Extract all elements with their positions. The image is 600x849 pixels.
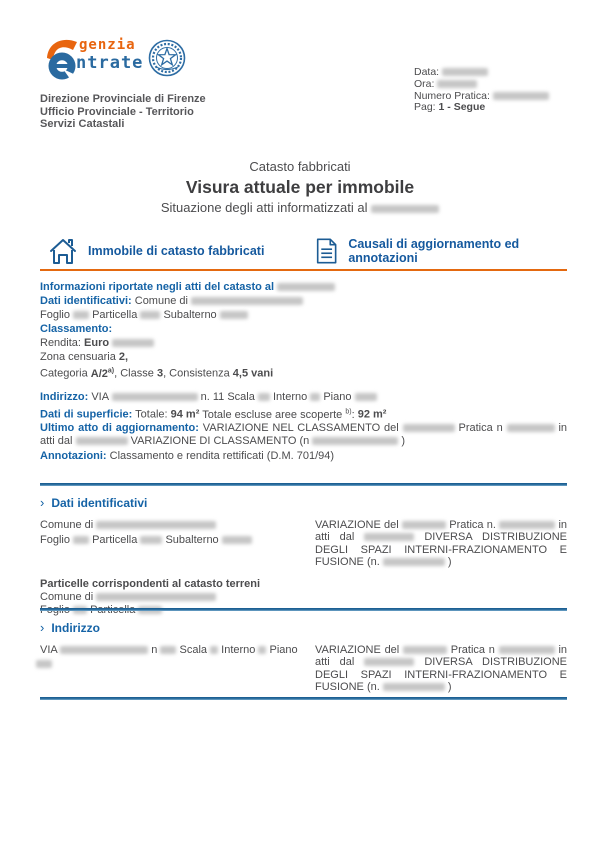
summary-block — [40, 281, 567, 464]
document-meta-block — [414, 67, 549, 114]
variazione-del: VARIAZIONE del — [315, 519, 399, 531]
escluse-superscript: b) — [345, 407, 352, 415]
via-label: VIA — [91, 391, 109, 403]
section-divider — [40, 697, 567, 700]
via-line — [40, 644, 302, 671]
redacted-value — [442, 68, 488, 76]
in-atti-dal: in atti dal — [315, 519, 568, 544]
section-tab-bar — [40, 236, 567, 270]
zona-label: Zona censuaria — [40, 350, 116, 363]
redacted-value — [258, 646, 266, 654]
tab-immobile — [48, 236, 264, 266]
redacted-value — [499, 646, 555, 654]
redacted-value — [364, 533, 414, 541]
classe-label: , Classe — [114, 368, 154, 381]
indirizzo-line — [40, 391, 567, 404]
title-subtitle-text: Situazione degli atti informatizzati al — [160, 200, 368, 215]
close-paren: ) — [447, 556, 452, 569]
redacted-value — [403, 646, 447, 654]
zona-line — [40, 351, 567, 364]
logo-word-entrate: ntrate — [76, 53, 144, 73]
redacted-value — [96, 521, 216, 529]
page-title: Visura attuale per immobile — [185, 177, 415, 197]
redacted-value — [364, 658, 414, 666]
indirizzo-label: Indirizzo: — [40, 391, 89, 403]
redacted-value — [76, 437, 128, 445]
rendita-line — [40, 337, 567, 350]
section-indirizzo — [40, 608, 567, 694]
annotazioni-text: Classamento e rendita rettificati (D.M. 701/94) — [109, 450, 335, 463]
pratica-n: Pratica n. — [449, 519, 496, 531]
redacted-value — [96, 593, 216, 601]
superficie-label: Dati di superficie: — [40, 408, 133, 421]
subalterno-label: Subalterno — [163, 308, 217, 321]
comune-line — [40, 519, 302, 533]
orange-divider — [40, 269, 567, 271]
redacted-value — [507, 424, 555, 432]
comune-label: Comune di — [40, 519, 94, 531]
comune-label: Comune di — [40, 590, 94, 603]
variazione-del: VARIAZIONE del — [315, 644, 400, 656]
ultimo-atto-text: VARIAZIONE NEL CLASSAMENTO del — [202, 422, 399, 435]
ultimo-atto-label: Ultimo atto di aggiornamento: — [40, 422, 199, 435]
n-label: n — [151, 644, 158, 656]
dati-identificativi-line — [40, 295, 567, 308]
classe-value: 3 — [156, 368, 164, 381]
foglio-line — [40, 534, 302, 548]
redacted-value — [191, 297, 303, 305]
data-label: Data: — [414, 66, 440, 78]
section-title-dati — [40, 495, 567, 510]
totale-label: Totale: — [135, 408, 168, 421]
pratica-label: Pratica n — [458, 422, 503, 435]
rendita-label: Rendita: — [40, 336, 81, 349]
categoria-label: Categoria — [40, 368, 88, 381]
dati-columns — [40, 519, 567, 569]
redacted-value — [493, 92, 549, 100]
office-line: Servizi Catastali — [40, 118, 125, 130]
office-line: Ufficio Provinciale - Territorio — [40, 105, 194, 118]
chevron-right-icon: › — [40, 620, 45, 635]
info-line — [40, 281, 567, 294]
tab-causali-label: Causali di aggiornamento ed annotazioni — [348, 237, 520, 265]
consistenza-value: 4,5 vani — [232, 368, 274, 381]
scala-label: Scala — [227, 391, 255, 403]
dati-identificativi-label: Dati identificativi: — [40, 294, 132, 307]
redacted-value — [140, 311, 160, 319]
title-subtitle — [0, 200, 600, 215]
categoria-line — [40, 364, 567, 381]
section-title-indirizzo — [40, 620, 567, 635]
redacted-value — [140, 536, 162, 544]
redacted-value — [383, 558, 445, 566]
causale-text: DIVERSA DISTRIBUZIONE DEGLI SPAZI INTERNI-FRAZIONAMENTO E FUSIONE (n. — [315, 656, 567, 694]
scala-label: Scala — [179, 644, 208, 656]
ultimo-atto-line — [40, 422, 567, 447]
numero-pratica-label: Numero Pratica: — [414, 89, 490, 102]
annotazioni-line — [40, 450, 567, 463]
office-address-block — [40, 93, 206, 131]
indirizzo-left-column — [40, 644, 302, 694]
redacted-value — [112, 339, 154, 347]
pag-label: Pag: — [414, 101, 436, 114]
variazione-text — [315, 644, 567, 694]
rendita-euro: Euro — [84, 336, 110, 349]
variazione-classamento-text: VARIAZIONE DI CLASSAMENTO (n — [130, 434, 310, 447]
pratica-n: Pratica n — [450, 644, 495, 656]
close-paren: ) — [447, 681, 452, 694]
redacted-value — [220, 311, 248, 319]
annotazioni-label: Annotazioni: — [40, 450, 107, 463]
redacted-value — [60, 646, 148, 654]
meta-pag-row — [414, 102, 549, 114]
civico-value: n. 11 — [200, 391, 225, 403]
redacted-value — [383, 683, 445, 691]
escluse-value: 92 m² — [357, 408, 387, 421]
redacted-value — [210, 646, 218, 654]
title-block — [0, 159, 600, 215]
italian-republic-emblem-icon — [147, 38, 187, 78]
logo-word-agenzia: genzia — [79, 37, 136, 53]
classamento-label: Classamento: — [40, 322, 113, 335]
tab-immobile-label: Immobile di catasto fabbricati — [88, 244, 265, 258]
redacted-value — [402, 521, 446, 529]
via-label: VIA — [40, 644, 58, 656]
redacted-value — [277, 283, 335, 291]
redacted-value — [36, 660, 52, 668]
info-label: Informazioni riportate negli atti del catasto al — [40, 281, 275, 293]
redacted-value — [112, 393, 198, 401]
redacted-value — [403, 424, 455, 432]
section-dati-identificativi — [40, 483, 567, 617]
superficie-line — [40, 405, 567, 422]
categoria-superscript: a) — [107, 367, 115, 375]
redacted-value — [312, 437, 398, 445]
zona-value: 2, — [118, 350, 129, 363]
redacted-value — [499, 521, 555, 529]
particella-label: Particella — [92, 308, 138, 321]
consistenza-label: , Consistenza — [163, 368, 230, 381]
redacted-value — [437, 80, 477, 88]
piano-label: Piano — [323, 391, 352, 403]
section-divider — [40, 608, 567, 611]
indirizzo-columns — [40, 644, 567, 694]
interno-label: Interno — [221, 644, 256, 656]
interno-label: Interno — [272, 391, 308, 403]
redacted-value — [371, 205, 439, 213]
redacted-value — [258, 393, 270, 401]
foglio-label: Foglio — [40, 533, 70, 546]
in-atti-dal: in atti dal — [315, 644, 567, 669]
categoria-value: A/2$^{a)}$ — [90, 367, 115, 381]
office-line: Direzione Provinciale di Firenze — [40, 93, 206, 105]
section-title-text: Indirizzo — [51, 621, 101, 635]
section-title-text: Dati identificativi — [51, 496, 148, 510]
classamento-line — [40, 323, 567, 336]
indirizzo-variazione-column — [315, 644, 567, 694]
chevron-right-icon: › — [40, 495, 45, 510]
redacted-value — [73, 311, 89, 319]
spacer — [40, 382, 567, 391]
redacted-value — [222, 536, 252, 544]
escluse-label: Totale escluse aree scoperte $^{b)}$: — [202, 407, 355, 421]
section-divider — [40, 483, 567, 486]
pag-value: 1 - Segue — [438, 101, 486, 114]
variazione-text — [315, 519, 567, 569]
redacted-value — [73, 536, 89, 544]
ora-label: Ora: — [414, 77, 435, 90]
tab-causali — [315, 236, 567, 266]
foglio-line — [40, 309, 567, 322]
redacted-value — [160, 646, 176, 654]
subalterno-label: Subalterno — [165, 533, 219, 546]
terreni-comune-line — [40, 591, 567, 604]
dati-variazione-column — [315, 519, 567, 569]
in-atti-text: in atti — [40, 422, 568, 447]
house-icon — [48, 236, 78, 266]
totale-value: 94 m² — [170, 408, 200, 421]
title-kicker: Catasto fabbricati — [249, 159, 351, 174]
causale-text: DIVERSA DISTRIBUZIONE DEGLI SPAZI INTERNI-FRAZIONAMENTO E FUSIONE (n. — [315, 531, 567, 569]
foglio-label: Foglio — [40, 308, 70, 321]
particella-label: Particella — [92, 533, 138, 546]
piano-label: Piano — [269, 644, 298, 656]
close-paren: ) — [401, 434, 406, 447]
redacted-value — [355, 393, 377, 401]
dal-text: dal — [57, 434, 73, 447]
redacted-value — [310, 393, 320, 401]
dati-left-column — [40, 519, 302, 569]
document-icon — [315, 236, 338, 266]
particelle-terreni-title: Particelle corrispondenti al catasto terreni — [40, 577, 261, 590]
comune-label: Comune di — [134, 294, 188, 307]
